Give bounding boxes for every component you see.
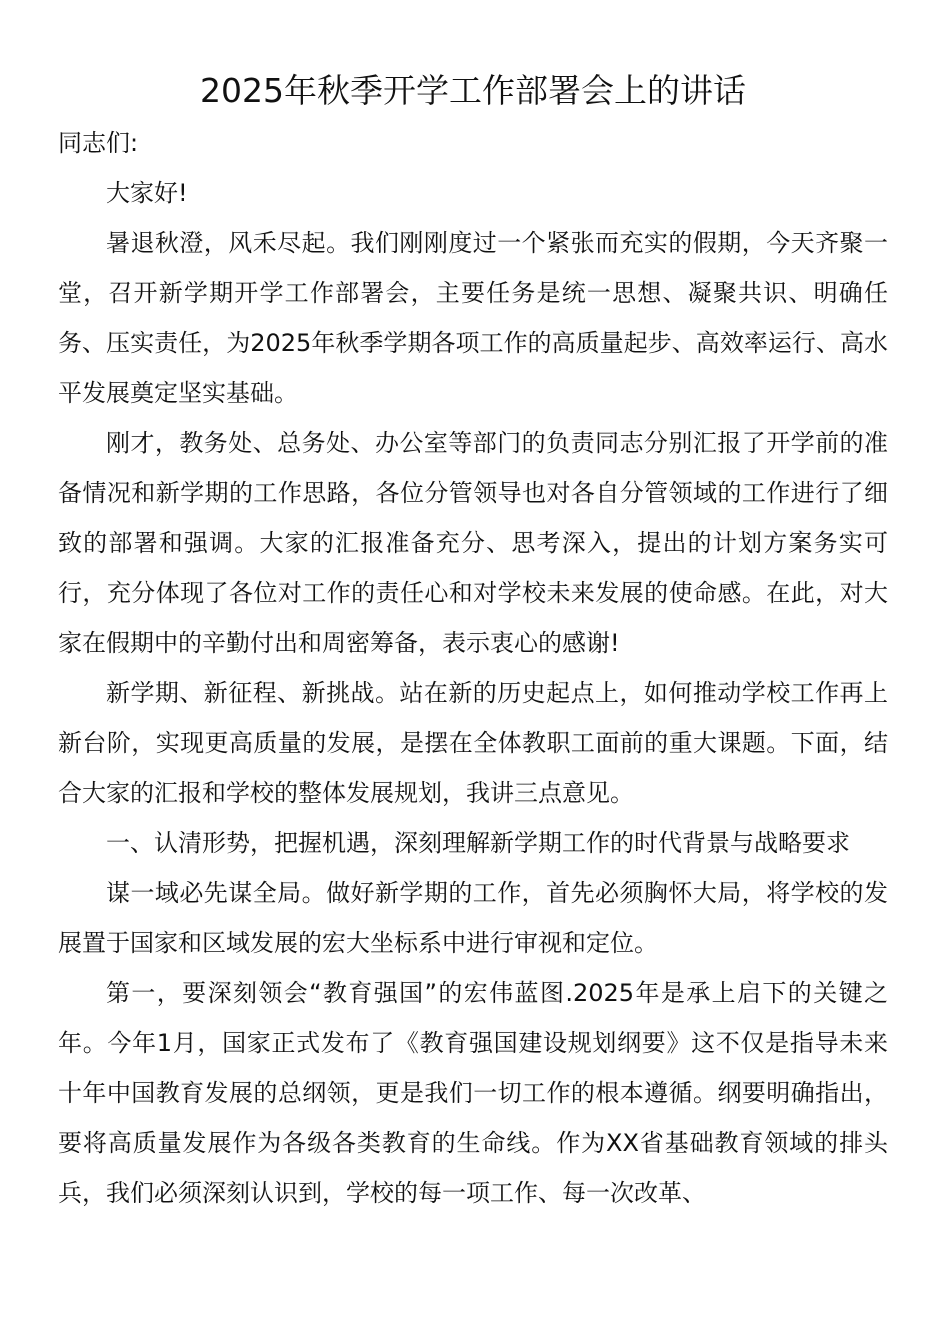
- paragraph-greeting: 大家好!: [106, 179, 188, 207]
- paragraph-reports: 刚才，教务处、总务处、办公室等部门的负责同志分别汇报了开学前的准备情况和新学期的工作思路，各位分管领导也对各自分管领域的工作进行了细致的部署和强调。大家的汇报准备充分、思考深入，提出的计划方案务实可行，充分体现了各位对工作的责任心和对学校未来发展的使命感。在此，对大家在假期中的辛勤付出和周密筹备，表示衷心的感谢!: [58, 429, 888, 657]
- paragraph-first-point: 第一，要深刻领会“教育强国”的宏伟蓝图.2025年是承上启下的关键之年。今年1月，国家正式发布了《教育强国建设规划纲要》这不仅是指导未来十年中国教育发展的总纲领，更是我们一切工作的根本遵循。纲要明确指出，要将高质量发展作为各级各类教育的生命线。作为XX省基础教育领域的排头兵，我们必须深刻认识到，学校的每一项工作、每一次改革、: [58, 979, 888, 1207]
- section-heading-1: 一、认清形势，把握机遇，深刻理解新学期工作的时代背景与战略要求: [106, 829, 850, 857]
- paragraph-overall-view: 谋一域必先谋全局。做好新学期的工作，首先必须胸怀大局，将学校的发展置于国家和区域发展的宏大坐标系中进行审视和定位。: [58, 879, 888, 957]
- paragraph-new-semester: 新学期、新征程、新挑战。站在新的历史起点上，如何推动学校工作再上新台阶，实现更高质量的发展，是摆在全体教职工面前的重大课题。下面，结合大家的汇报和学校的整体发展规划，我讲三点意见。: [58, 679, 888, 807]
- document-title: 2025年秋季开学工作部署会上的讲话: [200, 71, 746, 110]
- paragraph-opening: 暑退秋澄，风禾尽起。我们刚刚度过一个紧张而充实的假期，今天齐聚一堂，召开新学期开学工作部署会，主要任务是统一思想、凝聚共识、明确任务、压实责任，为2025年秋季学期各项工作的高质量起步、高效率运行、高水平发展奠定坚实基础。: [58, 229, 888, 407]
- salutation: 同志们:: [58, 129, 139, 157]
